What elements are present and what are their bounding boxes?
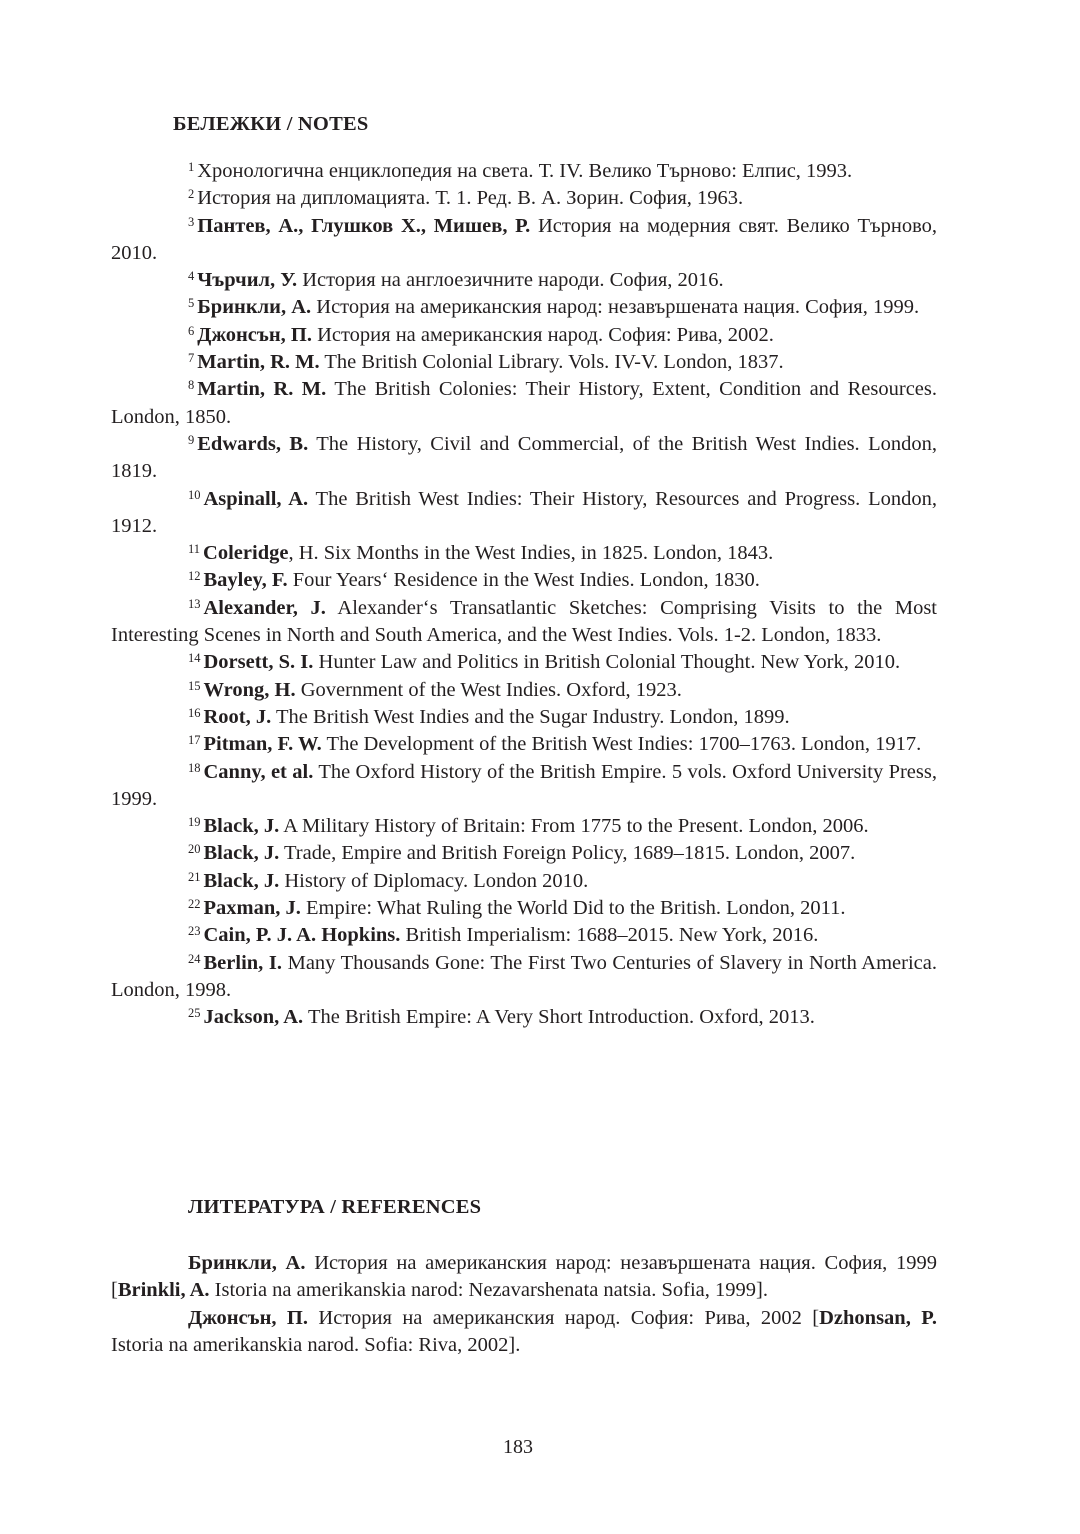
note-author: Чърчил, У. — [197, 269, 298, 292]
note-number: 10 — [188, 487, 201, 502]
reference-item — [111, 1250, 937, 1305]
note-item — [111, 649, 937, 676]
note-author: Berlin, I. — [203, 951, 282, 974]
note-item — [111, 922, 937, 949]
note-text: History of Diplomacy. London 2010. — [279, 869, 589, 892]
note-number: 8 — [188, 378, 195, 393]
note-item — [111, 895, 937, 922]
references-heading: ЛИТЕРАТУРА / REFERENCES — [188, 1196, 482, 1218]
note-item — [111, 595, 937, 650]
note-number: 11 — [188, 542, 201, 557]
note-text: The History, Civil and Commercial, of the British West Indies. London, 1819. — [111, 432, 937, 483]
note-number: 17 — [188, 733, 201, 748]
note-item — [111, 759, 937, 814]
note-author: Black, J. — [203, 869, 280, 892]
note-item — [111, 267, 937, 294]
note-item — [111, 185, 937, 212]
note-number: 24 — [188, 951, 201, 966]
note-number: 14 — [188, 651, 201, 666]
note-author: Edwards, B. — [197, 432, 309, 455]
reference-text: История на американския народ. София: Рива, 2002 [ — [308, 1306, 820, 1329]
note-number: 1 — [188, 160, 195, 174]
note-author: Бринкли, А. — [197, 296, 312, 319]
note-text: Empire: What Ruling the World Did to the British. London, 2011. — [300, 897, 846, 920]
note-number: 20 — [188, 842, 201, 857]
note-number: 12 — [188, 569, 201, 584]
note-item — [111, 294, 937, 321]
reference-author: Джонсън, П. — [188, 1306, 308, 1329]
reference-author: Бринкли, А. — [188, 1252, 306, 1274]
note-author: Black, J. — [203, 842, 280, 865]
reference-translit-text: Istoria na amerikanskia narod. Sofia: Riva, 2002]. — [111, 1333, 521, 1356]
note-number: 7 — [188, 351, 195, 366]
note-text: The British Empire: A Very Short Introduction. Oxford, 2013. — [303, 1006, 815, 1029]
note-text: The British Colonial Library. Vols. IV-V. London, 1837. — [319, 351, 784, 374]
notes-heading: БЕЛЕЖКИ / NOTES — [173, 113, 369, 135]
note-number: 5 — [188, 296, 195, 311]
note-text: Government of the West Indies. Oxford, 1923. — [295, 678, 682, 701]
note-item — [111, 840, 937, 867]
note-text: , H. Six Months in the West Indies, in 1825. London, 1843. — [288, 542, 774, 565]
note-text: История на англоезичните народи. София, 2016. — [297, 269, 724, 292]
note-item — [111, 1004, 937, 1031]
note-number: 25 — [188, 1006, 201, 1021]
note-item — [111, 704, 937, 731]
note-item — [111, 540, 937, 567]
note-text: Хронологична енциклопедия на света. Т. IV. Велико Търново: Елпис, 1993. — [197, 160, 853, 182]
note-author: Martin, R. M. — [197, 351, 320, 374]
note-author: Alexander, J. — [203, 596, 326, 619]
note-text: История на американския народ: незавършената нация. София, 1999. — [311, 296, 920, 319]
note-author: Aspinall, A. — [203, 487, 309, 510]
note-number: 21 — [188, 869, 201, 884]
note-text: История на дипломацията. Т. 1. Ред. В. А. Зорин. София, 1963. — [197, 187, 744, 210]
note-item — [111, 486, 937, 541]
note-text: Hunter Law and Politics in British Colonial Thought. New York, 2010. — [313, 651, 901, 674]
reference-translit-text: Istoria na amerikanskia narod: Nezavarshenata natsia. Sofia, 1999]. — [209, 1279, 768, 1302]
note-item — [111, 868, 937, 895]
note-author: Cain, P. J. A. Hopkins. — [203, 924, 401, 947]
note-number: 16 — [188, 705, 201, 720]
page-number: 183 — [503, 1436, 533, 1458]
note-number: 6 — [188, 323, 195, 338]
reference-translit-author: Dzhonsan, P. — [819, 1306, 937, 1329]
note-item — [111, 950, 937, 1005]
note-text: Trade, Empire and British Foreign Policy, 1689–1815. London, 2007. — [279, 842, 856, 865]
note-item — [111, 376, 937, 431]
note-author: Martin, R. M. — [197, 378, 327, 401]
note-author: Wrong, H. — [203, 678, 296, 701]
note-text: The Development of the British West Indies: 1700–1763. London, 1917. — [321, 733, 922, 756]
note-text: История на модерния свят. Велико Търново, 2010. — [111, 214, 937, 264]
note-number: 3 — [188, 214, 195, 229]
note-number: 9 — [188, 432, 195, 447]
references-list — [111, 1250, 937, 1359]
note-author: Root, J. — [203, 705, 272, 728]
note-number: 13 — [188, 596, 201, 611]
note-number: 22 — [188, 897, 201, 912]
notes-list — [111, 158, 937, 1032]
note-item — [111, 567, 937, 594]
reference-translit-author: Brinkli, A. — [117, 1279, 210, 1302]
note-text: The British West Indies and the Sugar Industry. London, 1899. — [271, 705, 790, 728]
note-author: Canny, et al. — [203, 760, 314, 783]
note-text: British Imperialism: 1688–2015. New York, 2016. — [400, 924, 819, 947]
note-text: История на американския народ. София: Рива, 2002. — [311, 323, 774, 346]
note-item — [111, 431, 937, 486]
note-author: Bayley, F. — [203, 569, 288, 592]
note-number: 18 — [188, 760, 201, 775]
note-author: Pitman, F. W. — [203, 733, 322, 756]
note-text: Four Years‘ Residence in the West Indies. London, 1830. — [287, 569, 760, 592]
note-item — [111, 322, 937, 349]
reference-item — [111, 1305, 937, 1360]
note-text: The British Colonies: Their History, Extent, Condition and Resources. London, 1850. — [111, 378, 937, 428]
note-number: 2 — [188, 187, 195, 202]
note-item — [111, 213, 937, 268]
note-number: 15 — [188, 678, 201, 693]
note-text: Alexander‘s Transatlantic Sketches: Comprising Visits to the Most Interesting Scenes in North and South America, and the West Indies. Vols. 1-2. London, 1833. — [111, 596, 937, 647]
note-author: Paxman, J. — [203, 897, 301, 920]
note-number: 4 — [188, 269, 195, 284]
note-number: 19 — [188, 815, 201, 830]
note-author: Coleridge — [203, 542, 289, 565]
note-item — [111, 158, 937, 185]
note-item — [111, 813, 937, 840]
note-text: The Oxford History of the British Empire. 5 vols. Oxford University Press, 1999. — [111, 760, 937, 810]
note-item — [111, 731, 937, 758]
note-text: Many Thousands Gone: The First Two Centuries of Slavery in North America. London, 1998. — [111, 951, 937, 1001]
note-item — [111, 677, 937, 704]
note-item — [111, 349, 937, 376]
note-author: Джонсън, П. — [197, 323, 312, 346]
note-author: Black, J. — [203, 815, 280, 838]
note-author: Jackson, A. — [203, 1006, 304, 1029]
note-author: Dorsett, S. I. — [203, 651, 314, 674]
note-number: 23 — [188, 924, 201, 939]
note-author: Пантев, А., Глушков Х., Мишев, Р. — [197, 214, 531, 237]
note-text: The British West Indies: Their History, Resources and Progress. London, 1912. — [111, 487, 937, 537]
note-text: A Military History of Britain: From 1775 to the Present. London, 2006. — [279, 815, 869, 838]
reference-text: История на американския народ: незавършената нация. София, 1999 [ — [111, 1252, 937, 1302]
